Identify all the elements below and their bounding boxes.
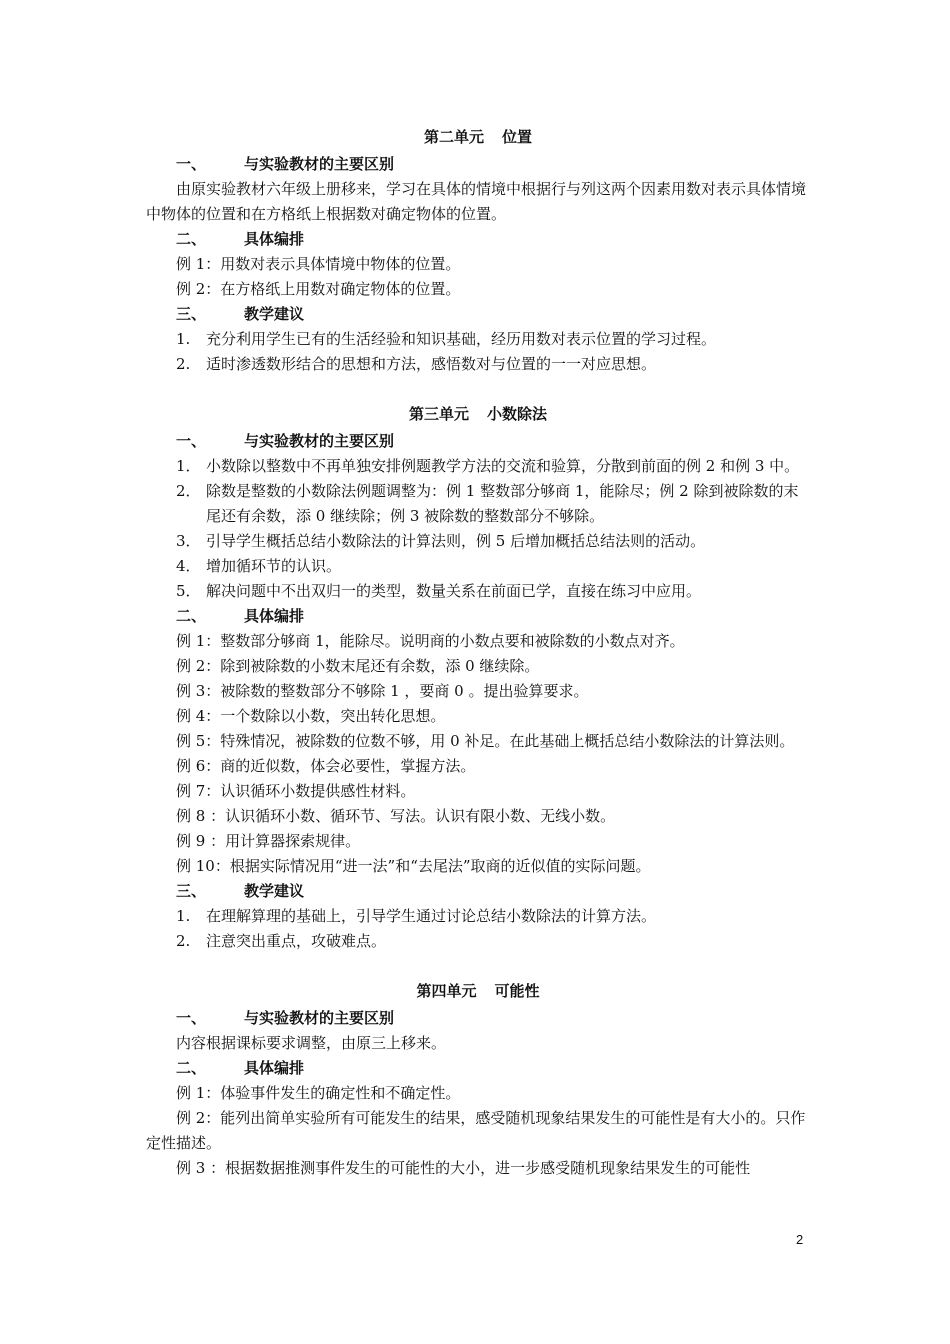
example-line: 例 4：一个数除以小数，突出转化思想。 [176,707,446,725]
example-line: 例 6：商的近似数，体会必要性，掌握方法。 [176,757,476,775]
list-item [146,479,810,529]
list-item [146,352,810,377]
section-heading-number: 三、 [176,305,207,323]
section-heading [146,429,810,454]
section-heading-number: 一、 [176,1009,207,1027]
list-item-number: 3． [176,532,201,550]
list-item-number: 2. [176,355,191,373]
section-heading-number: 一、 [176,432,207,450]
example-line: 例 8 ：认识循环小数、循环节、写法。认识有限小数、无线小数。 [176,807,616,825]
list-item-text: 引导学生概括总结小数除法的计算法则，例 5 后增加概括总结法则的活动。 [206,532,706,550]
page-number: 2 [796,1232,804,1247]
section-heading-number: 二、 [176,230,207,248]
example-line: 例 1：用数对表示具体情境中物体的位置。 [176,255,461,273]
section-heading [146,152,810,177]
section-heading [146,879,810,904]
example-line: 例 9 ：用计算器探索规律。 [176,832,361,850]
section-heading-text: 具体编排 [244,1059,305,1077]
unit-title-number: 第二单元 [423,128,484,146]
list-item-number: 4． [176,557,201,575]
section-heading [146,227,810,252]
example-line: 例 5：特殊情况，被除数的位数不够，用 0 补足。在此基础上概括总结小数除法的计算法则。 [176,732,795,750]
section-heading-number: 一、 [176,155,207,173]
list-item [146,929,810,954]
list-item-text: 小数除以整数中不再单独安排例题教学方法的交流和验算，分散到前面的例 2 和例 3 中。 [206,457,800,475]
list-item-text: 适时渗透数形结合的思想和方法，感悟数对与位置的一一对应思想。 [206,355,657,373]
section-heading-number: 三、 [176,882,207,900]
paragraph: 内容根据课标要求调整，由原三上移来。 [176,1034,447,1052]
example-line: 例 3：被除数的整数部分不够除 1 ，要商 0 。提出验算要求。 [176,682,589,700]
section-heading [146,302,810,327]
list-item [146,554,810,579]
unit-4-title [146,976,810,1006]
section-heading-text: 教学建议 [244,305,305,323]
list-item-number: 1. [176,907,191,925]
list-item [146,529,810,554]
unit-2-title [146,122,810,152]
section-heading-number: 二、 [176,1059,207,1077]
section-heading-text: 教学建议 [244,882,305,900]
unit-3-title [146,399,810,429]
unit-title-number: 第四单元 [416,982,477,1000]
section-heading-number: 二、 [176,607,207,625]
example-line: 例 2：能列出简单实验所有可能发生的结果，感受随机现象结果发生的可能性是有大小的。只作定性描述。 [146,1109,806,1152]
list-item-text: 增加循环节的认识。 [206,557,342,575]
list-item-text: 除数是整数的小数除法例题调整为：例 1 整数部分够商 1，能除尽；例 2 除到被除数的末尾还有余数，添 0 继续除；例 3 被除数的整数部分不够除。 [206,482,799,525]
example-line: 例 2：在方格纸上用数对确定物体的位置。 [176,280,461,298]
example-line: 例 1：体验事件发生的确定性和不确定性。 [176,1084,461,1102]
list-item [146,327,810,352]
example-line: 例 7：认识循环小数提供感性材料。 [176,782,416,800]
example-line: 例 1：整数部分够商 1，能除尽。说明商的小数点要和被除数的小数点对齐。 [176,632,685,650]
list-item-text: 充分利用学生已有的生活经验和知识基础，经历用数对表示位置的学习过程。 [206,330,717,348]
list-item-text: 注意突出重点，攻破难点。 [206,932,387,950]
unit-title-name: 可能性 [494,982,540,1000]
section-heading [146,604,810,629]
list-item-number: 1. [176,330,191,348]
list-item [146,904,810,929]
example-line: 例 2：除到被除数的小数末尾还有余数，添 0 继续除。 [176,657,540,675]
list-item-text: 解决问题中不出双归一的类型，数量关系在前面已学，直接在练习中应用。 [206,582,702,600]
list-item [146,454,810,479]
section-heading-text: 具体编排 [244,607,305,625]
list-item-number: 1． [176,457,201,475]
list-item-text: 在理解算理的基础上，引导学生通过讨论总结小数除法的计算方法。 [206,907,657,925]
section-heading [146,1006,810,1031]
section-heading-text: 与实验教材的主要区别 [244,1009,395,1027]
section-heading-text: 具体编排 [244,230,305,248]
section-heading [146,1056,810,1081]
list-item-number: 2． [176,482,201,500]
document-body [146,122,810,1181]
section-heading-text: 与实验教材的主要区别 [244,432,395,450]
unit-title-number: 第三单元 [408,405,469,423]
list-item [146,579,810,604]
paragraph: 由原实验教材六年级上册移来，学习在具体的情境中根据行与列这两个因素用数对表示具体情境中物体的位置和在方格纸上根据数对确定物体的位置。 [146,180,807,223]
section-heading-text: 与实验教材的主要区别 [244,155,395,173]
unit-title-name: 小数除法 [487,405,548,423]
example-line: 例 3 ：根据数据推测事件发生的可能性的大小，进一步感受随机现象结果发生的可能性 [176,1159,751,1177]
unit-title-name: 位置 [502,128,533,146]
example-line: 例 10：根据实际情况用“进一法”和“去尾法”取商的近似值的实际问题。 [176,857,651,875]
list-item-number: 5． [176,582,201,600]
list-item-number: 2. [176,932,191,950]
